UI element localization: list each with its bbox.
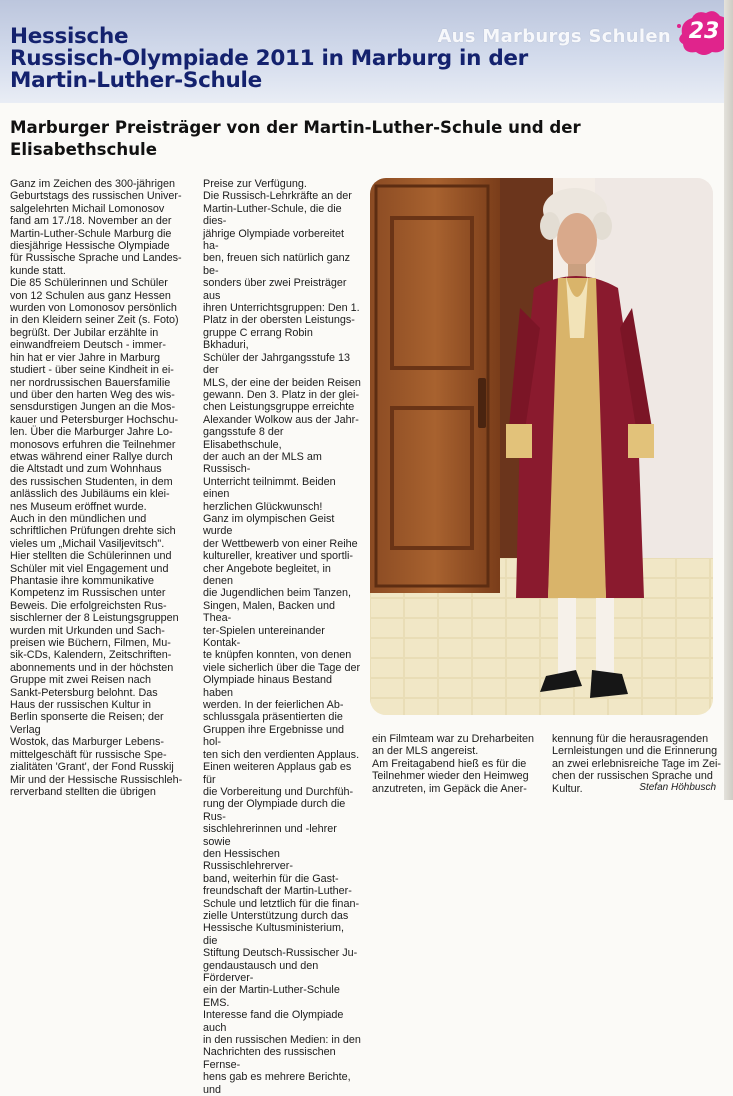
title-line-3: Martin-Luther-Schule [10, 68, 262, 93]
page-gutter [724, 0, 733, 800]
text-column-3: ein Filmteam war zu Dreharbeiten an der MLS angereist. Am Freitagabend hieß es für die Teilnehmer wieder den Heimweg anzutreten, im Gepäck die Aner- [372, 733, 535, 795]
page-number: 23 [688, 19, 720, 44]
section-label: Aus Marburgs Schulen [437, 26, 671, 47]
lomonosov-costume-photo [370, 178, 713, 715]
title-line-2: Russisch-Olympiade 2011 in Marburg in der [10, 46, 528, 71]
text-column-1: Ganz im Zeichen des 300-jährigen Geburtstags des russischen Univer- salgelehrten Michail Lomonosov fand am 17./18. November an der Martin-Luther-Schule Marburg die diesjährige Hessische Olympiade für Russische Sprache und Landes- kunde statt. Die 85 Schülerinnen und Schüler von 12 Schulen aus ganz Hessen wurden von Lomonosov persönlich in den Kleidern seiner Zeit (s. Foto) begrüßt. Der Jubilar erzählte in einwandfreiem Deutsch - immer- hin hat er vier Jahre in Marburg studiert - über seine Kindheit in ei- ner nordrussischen Bauersfamilie und über den harten Weg des wis- sensdurstigen Jungen an die Mos- kauer und Petersburger Hochschu- len. Über die Marburger Jahre Lo- monosovs erfuhren die Teilnehmer etwas während einer Rallye durch die Altstadt und zum Wohnhaus des russischen Studenten, in dem anlässlich des Jubiläums ein klei- nes Museum eröffnet wurde. Auch in den mündlichen und schriftlichen Prüfungen drehte sich vieles um „Michail Vasiljevitsch". Hier stellten die Schülerinnen und Schüler mit viel Engagement und Phantasie ihre kommunikative Kompetenz im Russischen unter Beweis. Die erfolgreichsten Rus- sischlerner der 8 Leistungsgruppen wurden mit Urkunden und Sach- preisen wie Büchern, Filmen, Mu- sik-CDs, Kalendern, Zeitschriften- abonnements und in der höchsten Gruppe mit zwei Reisen nach Sankt-Petersburg belohnt. Das Haus der russischen Kultur in Berlin sponserte die Reisen; der Verlag Wostok, das Marburger Lebens- mittelgeschäft für russische Spe- zialitäten 'Grant', der Fond Russkij Mir und der Hessische Russischleh- rerverband stellten die übrigen [10, 178, 183, 798]
article-subtitle: Marburger Preisträger von der Martin-Luther-Schule und der Elisabethschule [10, 118, 581, 159]
author-signature: Stefan Höhbusch [639, 782, 716, 793]
text-column-2: Preise zur Verfügung. Die Russisch-Lehrkräfte an der Martin-Luther-Schule, die die dies- jährige Olympiade vorbereitet ha- ben, freuen sich natürlich ganz be- sonders über zwei Preisträger aus ihren Unterrichtsgruppen: Den 1. Platz in der obersten Leistungs- gruppe C errang Robin Bkhaduri, Schüler der Jahrgangsstufe 13 der MLS, der eine der beiden Reisen gewann. Den 3. Platz in der glei- chen Leistungsgruppe erreichte Alexander Wolkow aus der Jahr- gangsstufe 8 der Elisabethschule, der auch an der MLS am Russisch- Unterricht teilnimmt. Beiden einen herzlichen Glückwunsch! Ganz im olympischen Geist wurde der Wettbewerb von einer Reihe kultureller, kreativer und sportli- cher Angebote begleitet, in denen die Jugendlichen beim Tanzen, Singen, Malen, Backen und Thea- ter-Spielen untereinander Kontak- te knüpfen konnten, von denen viele sicherlich über die Tage der Olympiade hinaus Bestand haben werden. In der feierlichen Ab- schlussgala präsentierten die Gruppen ihre Ergebnisse und hol- ten sich den verdienten Applaus. Einen weiteren Applaus gab es für die Vorbereitung und Durchfüh- rung der Olympiade durch die Rus- sischlehrerinnen und -lehrer sowie den Hessischen Russischlehrerver- band, weiterhin für die Gast- freundschaft der Martin-Luther- Schule und letztlich für die finan- zielle Unterstützung durch das Hessische Kultusministerium, die Stiftung Deutsch-Russischer Ju- gendaustausch und den Förderver- ein der Martin-Luther-Schule EMS. Interesse fand die Olympiade auch in den russischen Medien: in den Nachrichten des russischen Fernse- hens gab es mehrere Berichte, und [203, 178, 361, 1096]
title-line-1: Hessische [10, 24, 129, 49]
text-column-4: kennung für die herausragenden Lernleistungen und die Erinnerung an zwei erlebnisreiche Tage im Zei- chen der russischen Sprache und Kultur. [552, 733, 722, 795]
